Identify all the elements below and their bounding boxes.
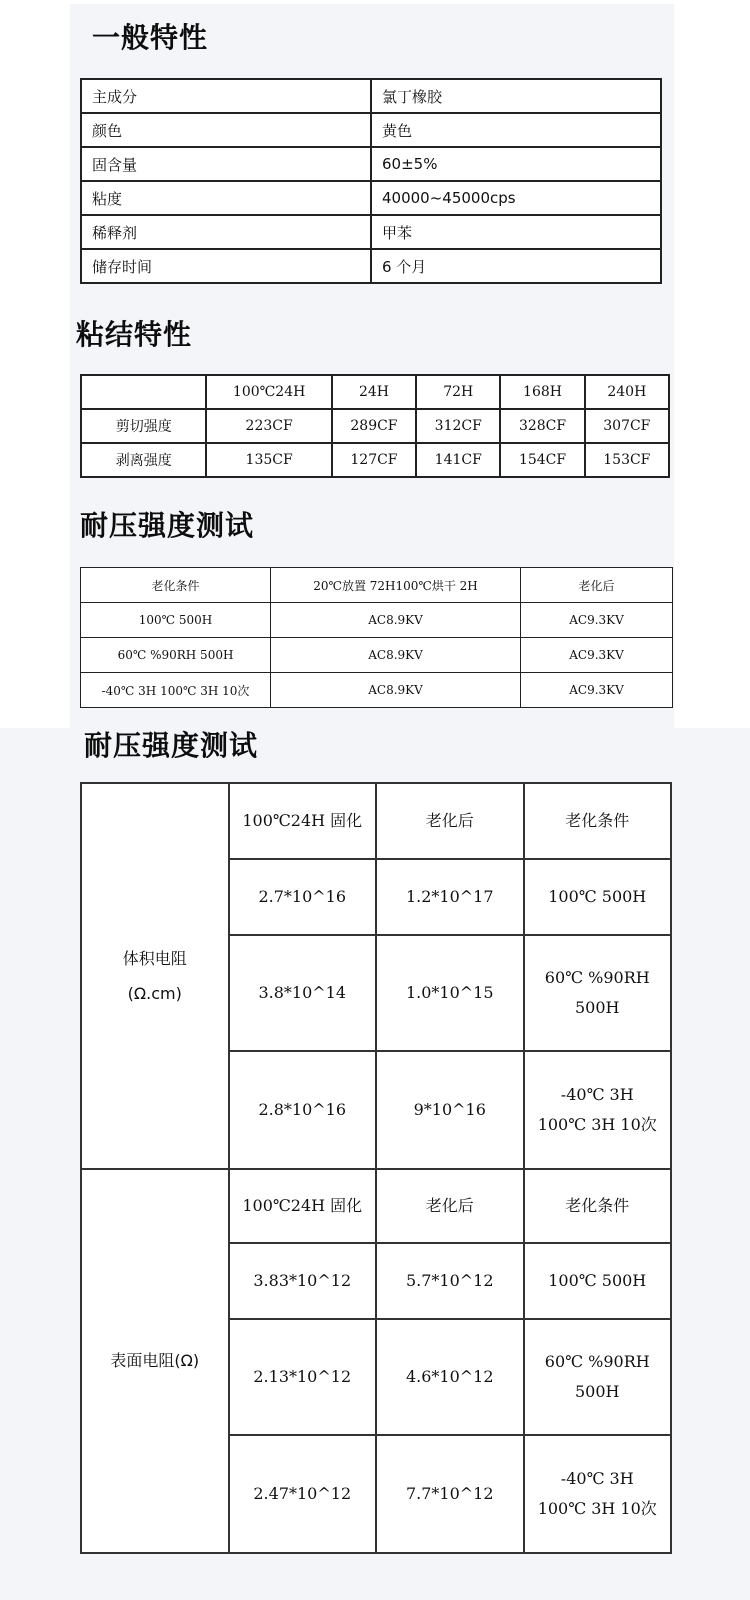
table-row — [81, 181, 661, 215]
general-value: 6 个月 — [371, 249, 661, 283]
resistance-table — [80, 782, 672, 1554]
general-value: 40000~45000cps — [371, 181, 661, 215]
bonding-row-label: 剥离强度 — [81, 443, 206, 477]
condition-line: 60℃ %90RH — [544, 967, 650, 987]
table-header-row — [81, 1169, 671, 1243]
bonding-header: 72H — [416, 375, 500, 409]
resistance-condition — [524, 935, 672, 1051]
resistance-title: 耐压强度测试 — [84, 729, 259, 762]
resistance-header: 100℃24H 固化 — [229, 783, 377, 859]
voltage-condition: 100℃ 500H — [81, 603, 271, 638]
bonding-cell: 153CF — [585, 443, 669, 477]
volume-resistance-name: 体积电阻 — [122, 948, 187, 968]
resistance-condition — [524, 1051, 672, 1169]
table-header-row — [81, 783, 671, 859]
bonding-cell: 141CF — [416, 443, 500, 477]
resistance-condition — [524, 1435, 672, 1553]
condition-line: 100℃ 500H — [548, 1270, 647, 1290]
volume-resistance-unit: (Ω.cm) — [127, 984, 182, 1003]
resistance-condition — [524, 859, 672, 935]
table-row — [81, 409, 669, 443]
general-table — [80, 78, 662, 284]
table-header-row — [81, 375, 669, 409]
bonding-cell: 135CF — [206, 443, 331, 477]
bonding-title: 粘结特性 — [76, 318, 193, 351]
voltage-title: 耐压强度测试 — [80, 509, 255, 542]
voltage-table — [80, 567, 673, 708]
general-label: 固含量 — [81, 147, 371, 181]
bonding-header: 100℃24H — [206, 375, 331, 409]
voltage-before: AC8.9KV — [271, 603, 521, 638]
table-row — [81, 147, 661, 181]
resistance-cured: 3.8*10^14 — [229, 935, 377, 1051]
voltage-condition: -40℃ 3H 100℃ 3H 10次 — [81, 673, 271, 708]
volume-resistance-label — [81, 783, 229, 1169]
resistance-aged: 9*10^16 — [376, 1051, 524, 1169]
resistance-cured: 2.7*10^16 — [229, 859, 377, 935]
condition-line: 500H — [575, 1382, 620, 1401]
bonding-table — [80, 374, 670, 478]
bonding-header: 240H — [585, 375, 669, 409]
table-row — [81, 638, 673, 673]
voltage-after: AC9.3KV — [521, 673, 673, 708]
table-row — [81, 215, 661, 249]
voltage-before: AC8.9KV — [271, 673, 521, 708]
voltage-header: 老化后 — [521, 568, 673, 603]
resistance-header: 老化后 — [376, 1169, 524, 1243]
general-label: 稀释剂 — [81, 215, 371, 249]
table-row — [81, 113, 661, 147]
resistance-header: 老化条件 — [524, 783, 672, 859]
bonding-cell: 312CF — [416, 409, 500, 443]
voltage-condition: 60℃ %90RH 500H — [81, 638, 271, 673]
bonding-cell: 307CF — [585, 409, 669, 443]
condition-line: -40℃ 3H — [560, 1468, 634, 1488]
condition-line: 500H — [575, 998, 620, 1017]
bonding-cell: 127CF — [332, 443, 416, 477]
resistance-aged: 4.6*10^12 — [376, 1319, 524, 1435]
general-label: 颜色 — [81, 113, 371, 147]
condition-line: 100℃ 500H — [548, 886, 647, 906]
table-row — [81, 249, 661, 283]
voltage-before: AC8.9KV — [271, 638, 521, 673]
voltage-after: AC9.3KV — [521, 603, 673, 638]
general-value: 甲苯 — [371, 215, 661, 249]
resistance-cured: 2.8*10^16 — [229, 1051, 377, 1169]
resistance-cured: 3.83*10^12 — [229, 1243, 377, 1319]
resistance-cured: 2.13*10^12 — [229, 1319, 377, 1435]
general-label: 粘度 — [81, 181, 371, 215]
bonding-cell: 223CF — [206, 409, 331, 443]
resistance-condition — [524, 1319, 672, 1435]
resistance-header: 100℃24H 固化 — [229, 1169, 377, 1243]
table-row — [81, 443, 669, 477]
bonding-row-label: 剪切强度 — [81, 409, 206, 443]
table-row — [81, 603, 673, 638]
voltage-header: 20℃放置 72H100℃烘干 2H — [271, 568, 521, 603]
bonding-header: 168H — [500, 375, 584, 409]
surface-resistance-label: 表面电阻(Ω) — [81, 1169, 229, 1553]
condition-line: 60℃ %90RH — [544, 1351, 650, 1371]
table-row — [81, 79, 661, 113]
condition-line: 100℃ 3H 10次 — [537, 1115, 657, 1134]
resistance-aged: 1.0*10^15 — [376, 935, 524, 1051]
bonding-cell: 289CF — [332, 409, 416, 443]
bonding-header-empty — [81, 375, 206, 409]
bonding-cell: 154CF — [500, 443, 584, 477]
resistance-condition — [524, 1243, 672, 1319]
general-label: 储存时间 — [81, 249, 371, 283]
resistance-aged: 5.7*10^12 — [376, 1243, 524, 1319]
bonding-cell: 328CF — [500, 409, 584, 443]
general-value: 60±5% — [371, 147, 661, 181]
table-row — [81, 673, 673, 708]
condition-line: -40℃ 3H — [560, 1084, 634, 1104]
general-value: 氯丁橡胶 — [371, 79, 661, 113]
voltage-after: AC9.3KV — [521, 638, 673, 673]
general-title: 一般特性 — [92, 21, 209, 54]
resistance-aged: 7.7*10^12 — [376, 1435, 524, 1553]
voltage-header: 老化条件 — [81, 568, 271, 603]
bonding-header: 24H — [332, 375, 416, 409]
resistance-cured: 2.47*10^12 — [229, 1435, 377, 1553]
condition-line: 100℃ 3H 10次 — [537, 1499, 657, 1518]
general-label: 主成分 — [81, 79, 371, 113]
table-header-row — [81, 568, 673, 603]
resistance-header: 老化后 — [376, 783, 524, 859]
resistance-aged: 1.2*10^17 — [376, 859, 524, 935]
resistance-header: 老化条件 — [524, 1169, 672, 1243]
general-value: 黄色 — [371, 113, 661, 147]
